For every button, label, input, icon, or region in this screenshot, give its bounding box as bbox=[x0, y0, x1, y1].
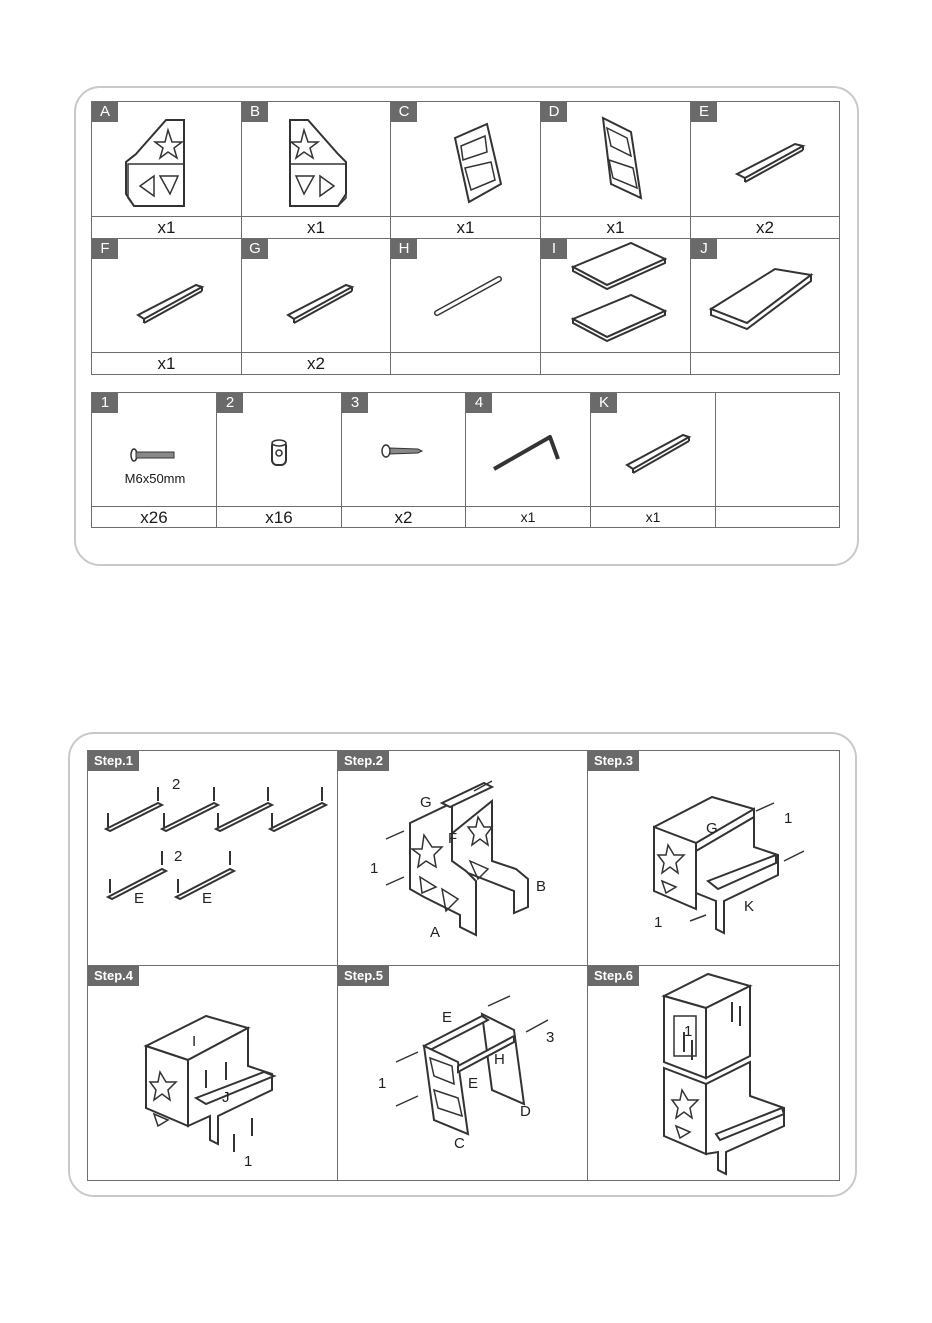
step-1-cell bbox=[87, 750, 338, 966]
part-qty-i bbox=[540, 352, 691, 375]
part-qty-e: x2 bbox=[690, 216, 840, 239]
step-title: Step.3 bbox=[588, 751, 639, 771]
part-cell-b bbox=[241, 101, 391, 217]
step-5-callout-5: E bbox=[468, 1075, 479, 1092]
hardware-qty-4: x1 bbox=[465, 506, 591, 528]
step-3-callout-3: 1 bbox=[654, 914, 663, 931]
step-2-callout-2: F bbox=[448, 830, 458, 847]
step-title: Step.6 bbox=[588, 966, 639, 986]
hardware-label: 4 bbox=[466, 393, 492, 413]
step-4-callout-1: I bbox=[192, 1033, 197, 1050]
hardware-label: 2 bbox=[217, 393, 243, 413]
step-1-diagram bbox=[88, 751, 339, 967]
hardware-qty-2: x16 bbox=[216, 506, 342, 528]
part-letter: B bbox=[242, 102, 268, 122]
bolt-size-note: M6x50mm bbox=[124, 471, 186, 486]
step-1-callout-3: E bbox=[134, 890, 145, 907]
part-cell-c bbox=[390, 101, 541, 217]
hardware-label: K bbox=[591, 393, 617, 413]
step-1-callout-1: 2 bbox=[172, 776, 181, 793]
step-4-callout-2: J bbox=[222, 1089, 230, 1106]
side-panel-a-illustration bbox=[92, 102, 243, 218]
part-qty-f: x1 bbox=[91, 352, 242, 375]
step-5-callout-1: E bbox=[442, 1009, 453, 1026]
part-cell-a bbox=[91, 101, 242, 217]
step-2-diagram bbox=[338, 751, 589, 967]
part-qty-j bbox=[690, 352, 840, 375]
step-4-diagram bbox=[88, 966, 339, 1182]
step-5-callout-6: D bbox=[520, 1103, 531, 1120]
step-2-callout-4: B bbox=[536, 878, 547, 895]
part-cell-i bbox=[540, 238, 691, 353]
step-2-callout-5: A bbox=[430, 924, 441, 941]
hardware-label: 1 bbox=[92, 393, 118, 413]
part-cell-f bbox=[91, 238, 242, 353]
step-title: Step.4 bbox=[88, 966, 139, 986]
step-3-cell bbox=[587, 750, 840, 966]
hardware-label: 3 bbox=[342, 393, 368, 413]
part-qty-c: x1 bbox=[390, 216, 541, 239]
hardware-qty-1: x26 bbox=[91, 506, 217, 528]
step-5-diagram bbox=[338, 966, 589, 1182]
part-letter: H bbox=[391, 239, 417, 259]
rail-e-illustration bbox=[691, 102, 841, 218]
part-qty-h bbox=[390, 352, 541, 375]
hardware-qty-empty bbox=[715, 506, 840, 528]
step-5-callout-2: 3 bbox=[546, 1029, 555, 1046]
part-qty-b: x1 bbox=[241, 216, 391, 239]
side-panel-b-illustration bbox=[242, 102, 392, 218]
hardware-cell-k bbox=[590, 392, 716, 507]
step-title: Step.5 bbox=[338, 966, 389, 986]
step-4-callout-3: 1 bbox=[244, 1153, 253, 1170]
screw-icon bbox=[342, 393, 467, 508]
part-qty-g: x2 bbox=[241, 352, 391, 375]
step-1-callout-2: 2 bbox=[174, 848, 183, 865]
bolt-icon bbox=[92, 393, 218, 508]
allen-key-icon bbox=[466, 393, 592, 508]
dowel-h-illustration bbox=[391, 239, 542, 354]
step-6-diagram bbox=[588, 966, 841, 1182]
part-letter: A bbox=[92, 102, 118, 122]
rail-k-illustration bbox=[591, 393, 717, 508]
part-letter: G bbox=[242, 239, 268, 259]
part-qty-d: x1 bbox=[540, 216, 691, 239]
hardware-qty-3: x2 bbox=[341, 506, 466, 528]
hardware-cell-2 bbox=[216, 392, 342, 507]
step-3-diagram bbox=[588, 751, 841, 967]
step-title: Step.2 bbox=[338, 751, 389, 771]
part-qty-a: x1 bbox=[91, 216, 242, 239]
step-5-callout-7: C bbox=[454, 1135, 465, 1152]
part-cell-j bbox=[690, 238, 840, 353]
part-cell-d bbox=[540, 101, 691, 217]
step-5-callout-3: H bbox=[494, 1051, 505, 1068]
step-2-cell bbox=[337, 750, 588, 966]
step-1-callout-4: E bbox=[202, 890, 213, 907]
step-3-callout-2: 1 bbox=[784, 810, 793, 827]
part-letter: E bbox=[691, 102, 717, 122]
step-3-callout-4: K bbox=[744, 898, 755, 915]
hardware-cell-empty bbox=[715, 392, 840, 507]
part-cell-h bbox=[390, 238, 541, 353]
boards-i-illustration bbox=[541, 239, 692, 354]
rail-g-illustration bbox=[242, 239, 392, 354]
part-letter: D bbox=[541, 102, 567, 122]
part-cell-g bbox=[241, 238, 391, 353]
step-5-cell bbox=[337, 965, 588, 1181]
part-letter: J bbox=[691, 239, 717, 259]
rail-f-illustration bbox=[92, 239, 243, 354]
step-2-callout-1: G bbox=[420, 794, 432, 811]
step-title: Step.1 bbox=[88, 751, 139, 771]
hardware-qty-k: x1 bbox=[590, 506, 716, 528]
hardware-cell-4 bbox=[465, 392, 591, 507]
part-cell-e bbox=[690, 101, 840, 217]
part-letter: I bbox=[541, 239, 567, 259]
end-panel-d-illustration bbox=[541, 102, 692, 218]
end-panel-c-illustration bbox=[391, 102, 542, 218]
step-6-cell bbox=[587, 965, 840, 1181]
step-6-callout-1: 1 bbox=[684, 1023, 693, 1040]
hardware-cell-1 bbox=[91, 392, 217, 507]
part-letter: C bbox=[391, 102, 417, 122]
board-j-illustration bbox=[691, 239, 841, 354]
part-letter: F bbox=[92, 239, 118, 259]
barrel-nut-icon bbox=[217, 393, 343, 508]
step-2-callout-3: 1 bbox=[370, 860, 379, 877]
hardware-cell-3 bbox=[341, 392, 466, 507]
step-4-cell bbox=[87, 965, 338, 1181]
step-3-callout-1: G bbox=[706, 820, 718, 837]
step-5-callout-4: 1 bbox=[378, 1075, 387, 1092]
